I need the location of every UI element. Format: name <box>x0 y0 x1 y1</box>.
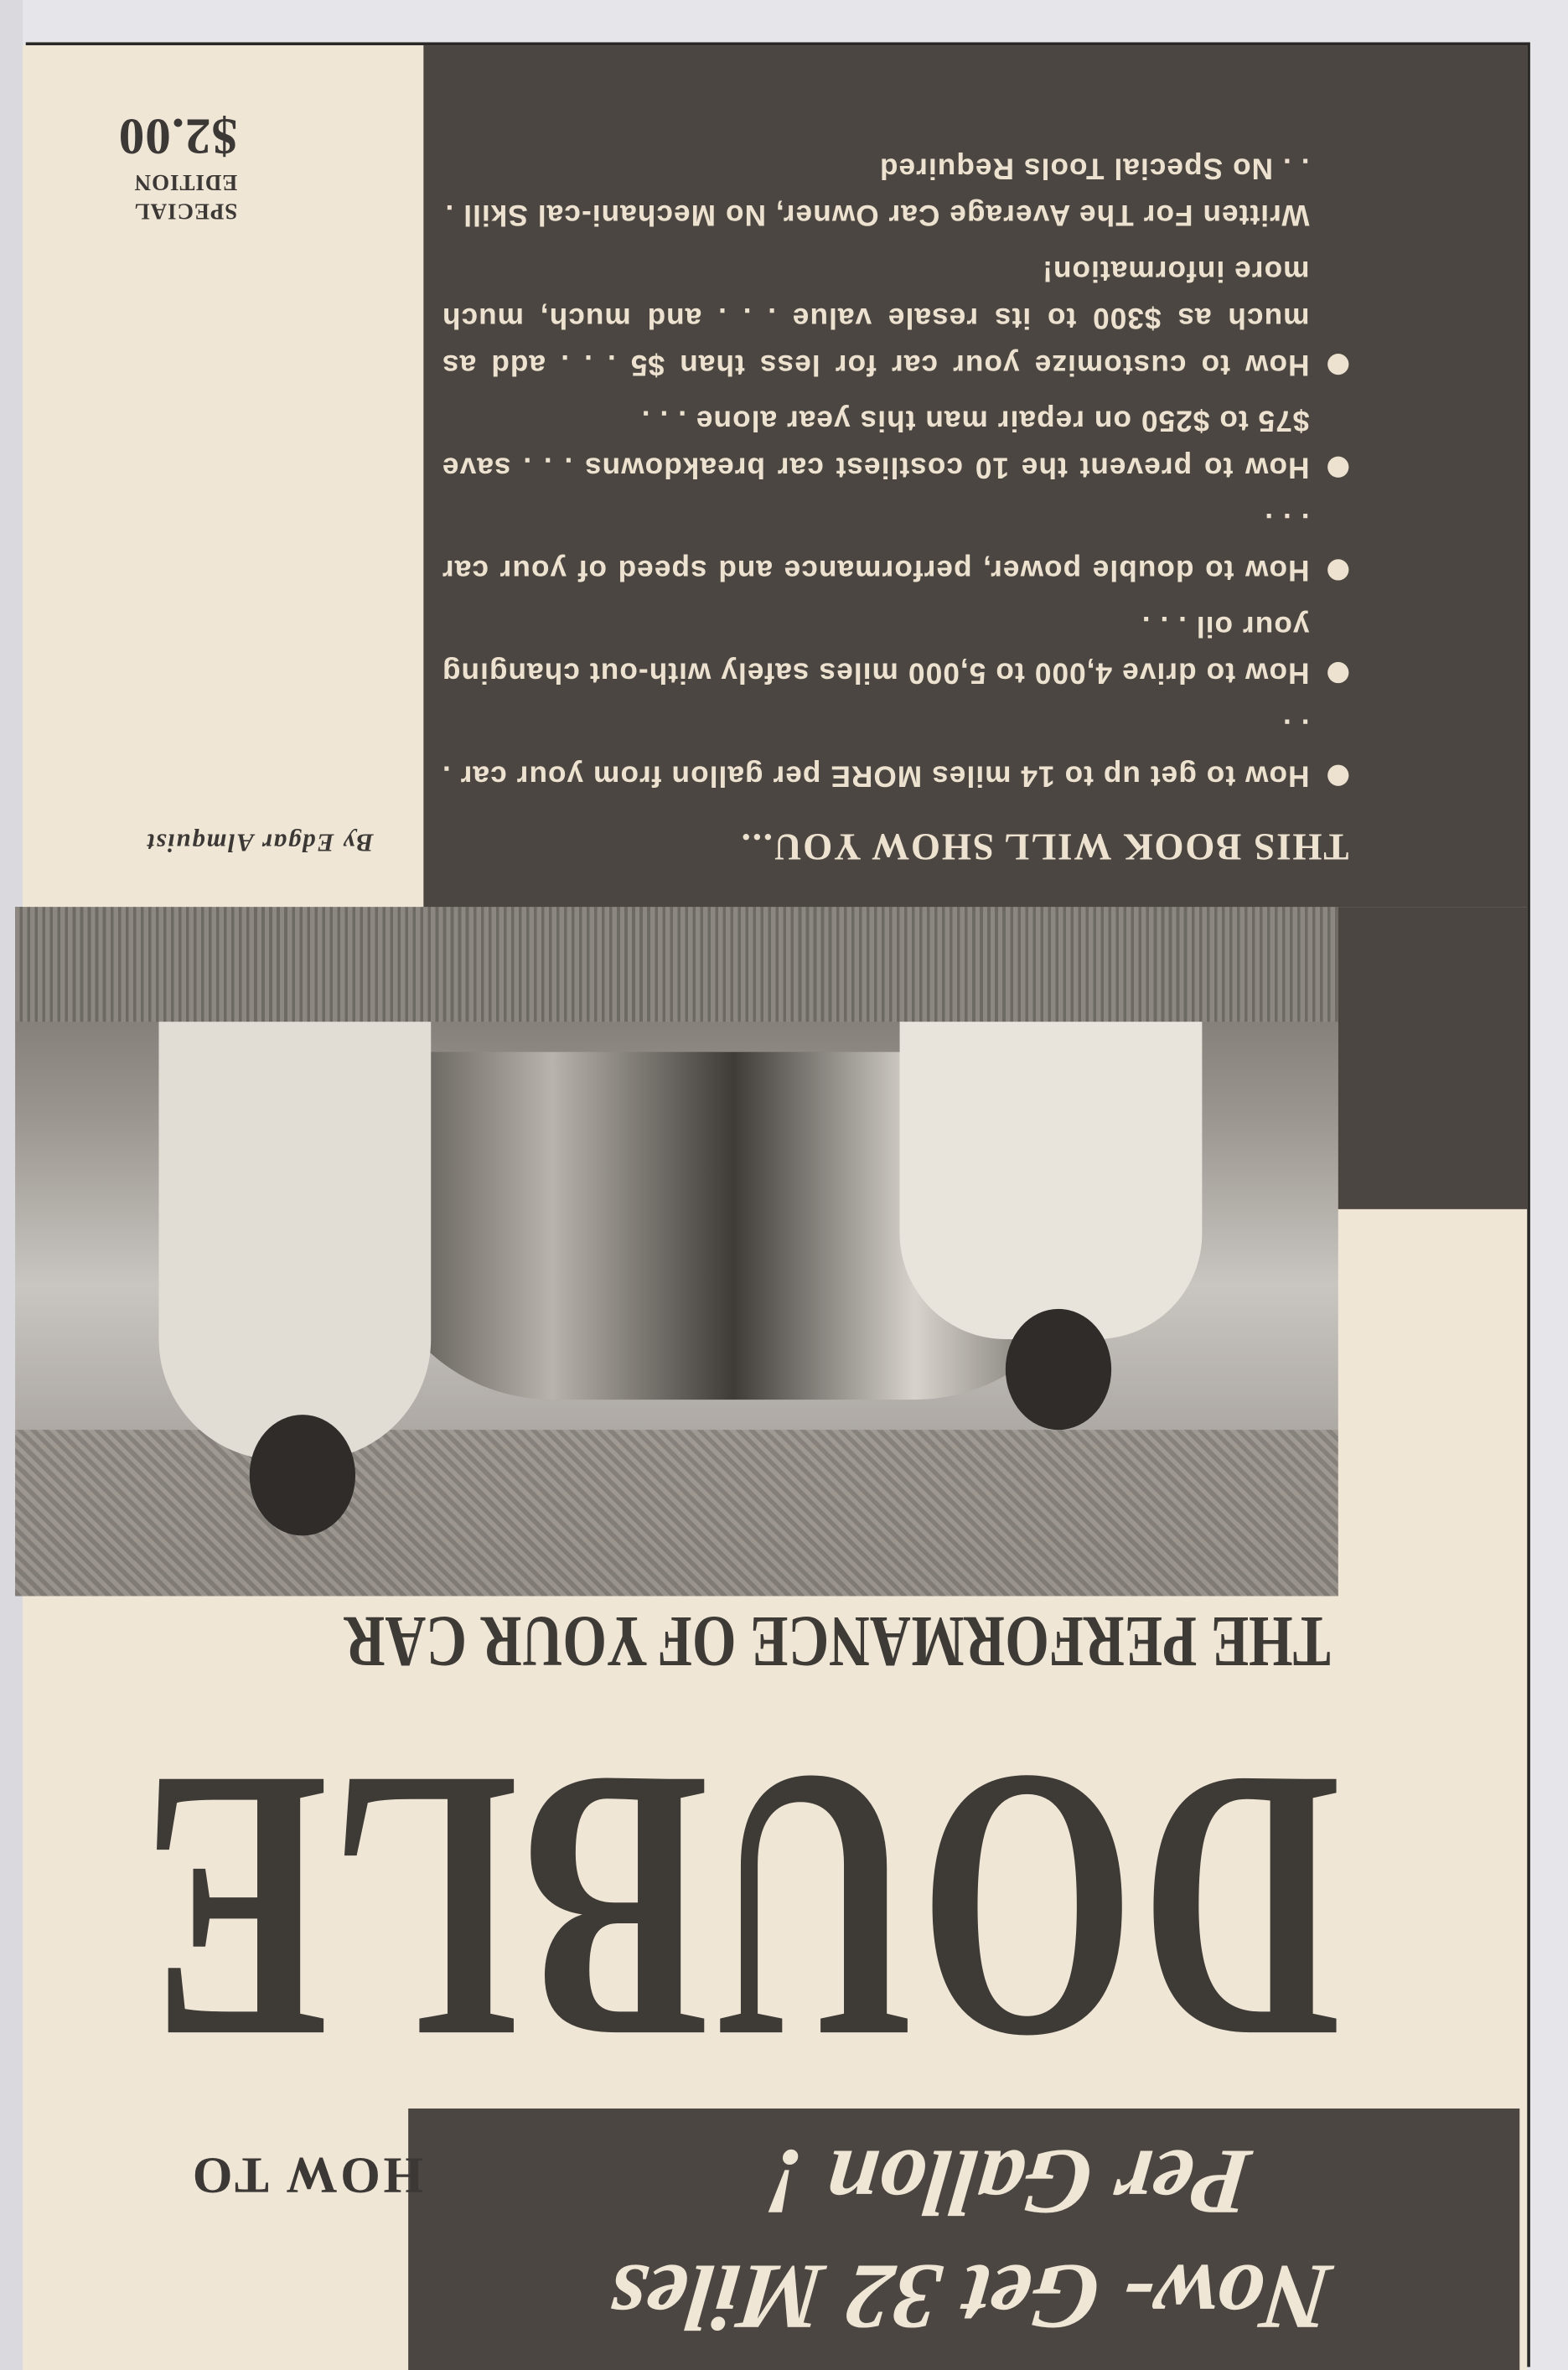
bullet-text: How to get up to 14 miles MORE per gallon from your car . . . <box>441 712 1310 793</box>
bullet-icon <box>1327 354 1348 375</box>
bullet-icon <box>1327 765 1348 786</box>
photo-grass <box>15 907 1338 1022</box>
tagline-band <box>408 2109 1519 2370</box>
photo-ground <box>15 1430 1338 1596</box>
photo-person <box>158 946 431 1460</box>
feature-bullet <box>442 246 1349 387</box>
bullet-text: How to customize your car for less than $5 . . . add as much as $300 to its resale value . . . and much, much more information! <box>441 253 1310 381</box>
feature-bullet <box>442 499 1349 592</box>
edition-block <box>118 103 238 224</box>
bullet-text: How to double power, performance and speed of your car . . . <box>441 506 1310 587</box>
feature-bullet <box>442 396 1349 489</box>
edition-line-1: SPECIAL <box>133 198 238 223</box>
edition-line-2: EDITION <box>133 168 238 194</box>
feature-bullet <box>442 602 1349 696</box>
bullet-icon <box>1327 457 1348 478</box>
bullet-text: How to drive 4,000 to 5,000 miles safely with-out changing your oil . . . <box>441 608 1310 690</box>
bullet-text: How to prevent the 10 costliest car breakdowns . . . save $75 to $250 on repair man this year alone . . . <box>441 403 1310 484</box>
features-panel <box>423 45 1527 907</box>
author-credit: By Edgar Almquist <box>146 828 374 857</box>
feature-bullet <box>442 704 1349 798</box>
bullet-icon <box>1327 662 1348 683</box>
dark-strip <box>1338 907 1528 1209</box>
panel-heading: THIS BOOK WILL SHOW YOU... <box>739 825 1349 867</box>
cover-title <box>79 1684 1342 2131</box>
closing-text: Written For The Average Car Owner, No Mechani-cal Skill . . . No Special Tools Required <box>444 151 1310 231</box>
tagline-line-1: Now- Get 32 Miles <box>603 2244 1337 2347</box>
cover-photo <box>15 907 1338 1596</box>
title-text: DOUBLE <box>137 1694 1342 2123</box>
cover-subtitle: THE PERFORMANCE OF YOUR CAR <box>344 1600 1331 1681</box>
tagline-line-2: Per Gallon ! <box>760 2129 1256 2233</box>
photo-person-head <box>250 1415 355 1535</box>
how-to-label: HOW TO <box>189 2146 424 2202</box>
photo-person-head <box>1006 1309 1111 1430</box>
price: $2.00 <box>117 107 238 163</box>
bullet-icon <box>1327 559 1348 580</box>
